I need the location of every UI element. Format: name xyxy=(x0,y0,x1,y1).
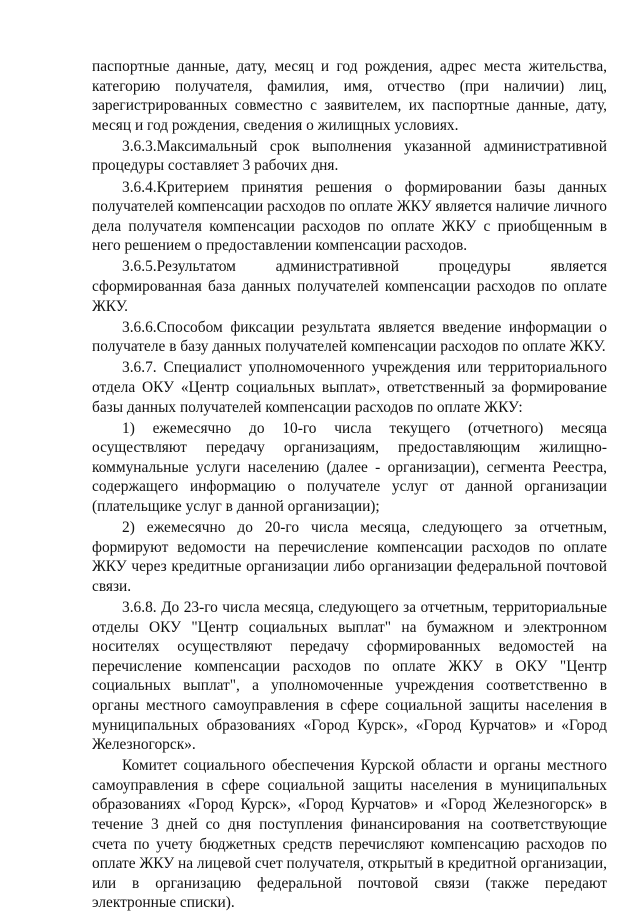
paragraph-3-6-4: 3.6.4.Критерием принятия решения о формировании базы данных получателей компенсации расходов по оплате ЖКУ является наличие личного дела получателя компенсации расходов по оплате ЖКУ с приобщенным в него решением о предоставлении компенсации расходов. xyxy=(92,178,607,255)
list-item-1: 1) ежемесячно до 10-го числа текущего (отчетного) месяца осуществляют передачу организациям, предоставляющим жилищно-коммунальные услуги населению (далее - организации), сегмента Реестра, содержащего информацию о получателе услуг от данной организации (плательщике услуг в данной организации); xyxy=(92,419,607,516)
paragraph-3-6-5: 3.6.5.Результатом административной процедуры является сформированная база данных получателей компенсации расходов по оплате ЖКУ. xyxy=(92,258,607,315)
paragraph-3-6-8: 3.6.8. До 23-го числа месяца, следующего за отчетным, территориальные отделы ОКУ "Центр социальных выплат" на бумажном и электронном носителях осуществляют передачу сформированных ведомостей на перечисление компенсации расходов по оплате ЖКУ в ОКУ "Центр социальных выплат", а уполномоченные учреждения соответственно в органы местного самоуправления в сфере социальной защиты населения в муниципальных образованиях «Город Курск», «Город Курчатов» и «Город Железногорск». xyxy=(92,599,607,754)
list-item-2: 2) ежемесячно до 20-го числа месяца, следующего за отчетным, формируют ведомости на перечисление компенсации расходов по оплате ЖКУ через кредитные организации либо организации федеральной почтовой связи. xyxy=(92,519,607,595)
paragraph-3-6-3: 3.6.3.Максимальный срок выполнения указанной административной процедуры составляет 3 рабочих дня. xyxy=(92,137,607,175)
paragraph-3-6-7: 3.6.7. Специалист уполномоченного учреждения или территориального отдела ОКУ «Центр социальных выплат», ответственный за формирование базы данных получателей компенсации расходов по оплате ЖКУ: xyxy=(92,359,607,416)
paragraph-continuation: паспортные данные, дату, месяц и год рождения, адрес места жительства, категорию получателя, фамилия, имя, отчество (при наличии) лиц, зарегистрированных совместно с заявителем, их паспортные данные, дату, месяц и год рождения, сведения о жилищных условиях. xyxy=(92,58,607,134)
paragraph-committee: Комитет социального обеспечения Курской области и органы местного самоуправления в сфере социальной защиты населения в муниципальных образованиях «Город Курск», «Город Курчатов» и «Город Железногорск» в течение 3 дней со дня поступления финансирования на соответствующие счета по учету бюджетных средств перечисляют компенсацию расходов по оплате ЖКУ на лицевой счет получателя, открытый в кредитной организации, или в организацию федеральной почтовой связи (также передают электронные списки). xyxy=(92,757,607,912)
paragraph-3-6-6: 3.6.6.Способом фиксации результата является введение информации о получателе в базу данных получателей компенсации расходов по оплате ЖКУ. xyxy=(92,318,607,356)
